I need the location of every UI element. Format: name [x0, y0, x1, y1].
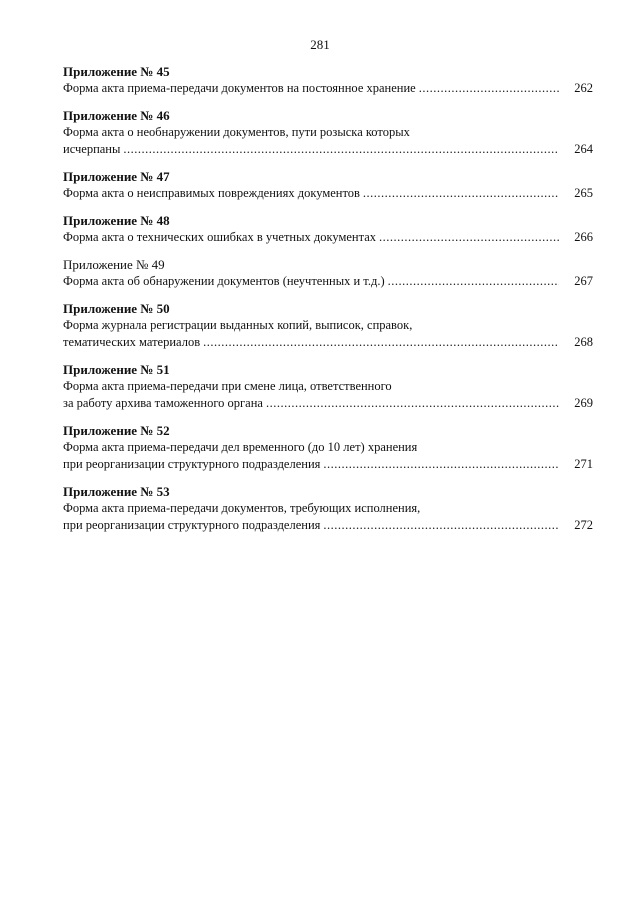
entry-title: Форма акта приема-передачи документов на постоянное хранение [63, 81, 416, 95]
toc-entry-50 [63, 300, 593, 351]
entry-title-line [63, 185, 593, 202]
table-of-contents [63, 63, 593, 544]
toc-entry-49 [63, 256, 593, 290]
dot-leader [266, 395, 559, 412]
toc-entry-51 [63, 361, 593, 412]
entry-title-line [63, 273, 593, 290]
entry-page: 268 [574, 335, 593, 349]
entry-heading: Приложение № 49 [63, 257, 165, 272]
entry-heading: Приложение № 50 [63, 301, 170, 316]
entry-title-line [63, 141, 593, 158]
entry-title-line [63, 395, 593, 412]
toc-entry-47 [63, 168, 593, 202]
entry-title: Форма акта об обнаружении документов (неучтенных и т.д.) [63, 274, 385, 288]
entry-title-line [63, 334, 593, 351]
entry-page: 264 [574, 142, 593, 156]
entry-page: 262 [574, 81, 593, 95]
entry-page: 271 [574, 457, 593, 471]
dot-leader [123, 141, 559, 158]
entry-title: Форма журнала регистрации выданных копий, выписок, справок, [63, 318, 413, 332]
entry-heading: Приложение № 46 [63, 108, 170, 123]
entry-title: тематических материалов [63, 335, 201, 349]
toc-entry-48 [63, 212, 593, 246]
entry-title: Форма акта о неисправимых повреждениях документов [63, 186, 360, 200]
toc-entry-45 [63, 63, 593, 97]
entry-heading: Приложение № 51 [63, 362, 170, 377]
dot-leader [419, 80, 559, 97]
toc-entry-53 [63, 483, 593, 534]
entry-heading: Приложение № 45 [63, 64, 170, 79]
entry-title-line [63, 229, 593, 246]
dot-leader [203, 334, 559, 351]
entry-title: Форма акта приема-передачи документов, требующих исполнения, [63, 501, 421, 515]
entry-title: Форма акта о необнаружении документов, пути розыска которых [63, 125, 410, 139]
entry-heading: Приложение № 48 [63, 213, 170, 228]
entry-page: 269 [574, 396, 593, 410]
entry-heading: Приложение № 47 [63, 169, 170, 184]
entry-page: 267 [574, 274, 593, 288]
dot-leader [363, 185, 559, 202]
entry-title: исчерпаны [63, 142, 121, 156]
entry-title: при реорганизации структурного подразделения [63, 518, 321, 532]
entry-page: 265 [574, 186, 593, 200]
entry-heading: Приложение № 52 [63, 423, 170, 438]
entry-title: Форма акта о технических ошибках в учетных документах [63, 230, 377, 244]
entry-title-line [63, 517, 593, 534]
entry-title: Форма акта приема-передачи дел временного (до 10 лет) хранения [63, 440, 418, 454]
entry-title-line [63, 456, 593, 473]
entry-title: Форма акта приема-передачи при смене лица, ответственного [63, 379, 392, 393]
dot-leader [388, 273, 559, 290]
entry-page: 272 [574, 518, 593, 532]
entry-page: 266 [574, 230, 593, 244]
toc-entry-52 [63, 422, 593, 473]
dot-leader [379, 229, 559, 246]
entry-title-line [63, 80, 593, 97]
toc-entry-46 [63, 107, 593, 158]
page-number: 281 [310, 37, 330, 52]
dot-leader [323, 517, 559, 534]
dot-leader [323, 456, 559, 473]
entry-title: при реорганизации структурного подразделения [63, 457, 321, 471]
entry-heading: Приложение № 53 [63, 484, 170, 499]
entry-title: за работу архива таможенного органа [63, 396, 263, 410]
